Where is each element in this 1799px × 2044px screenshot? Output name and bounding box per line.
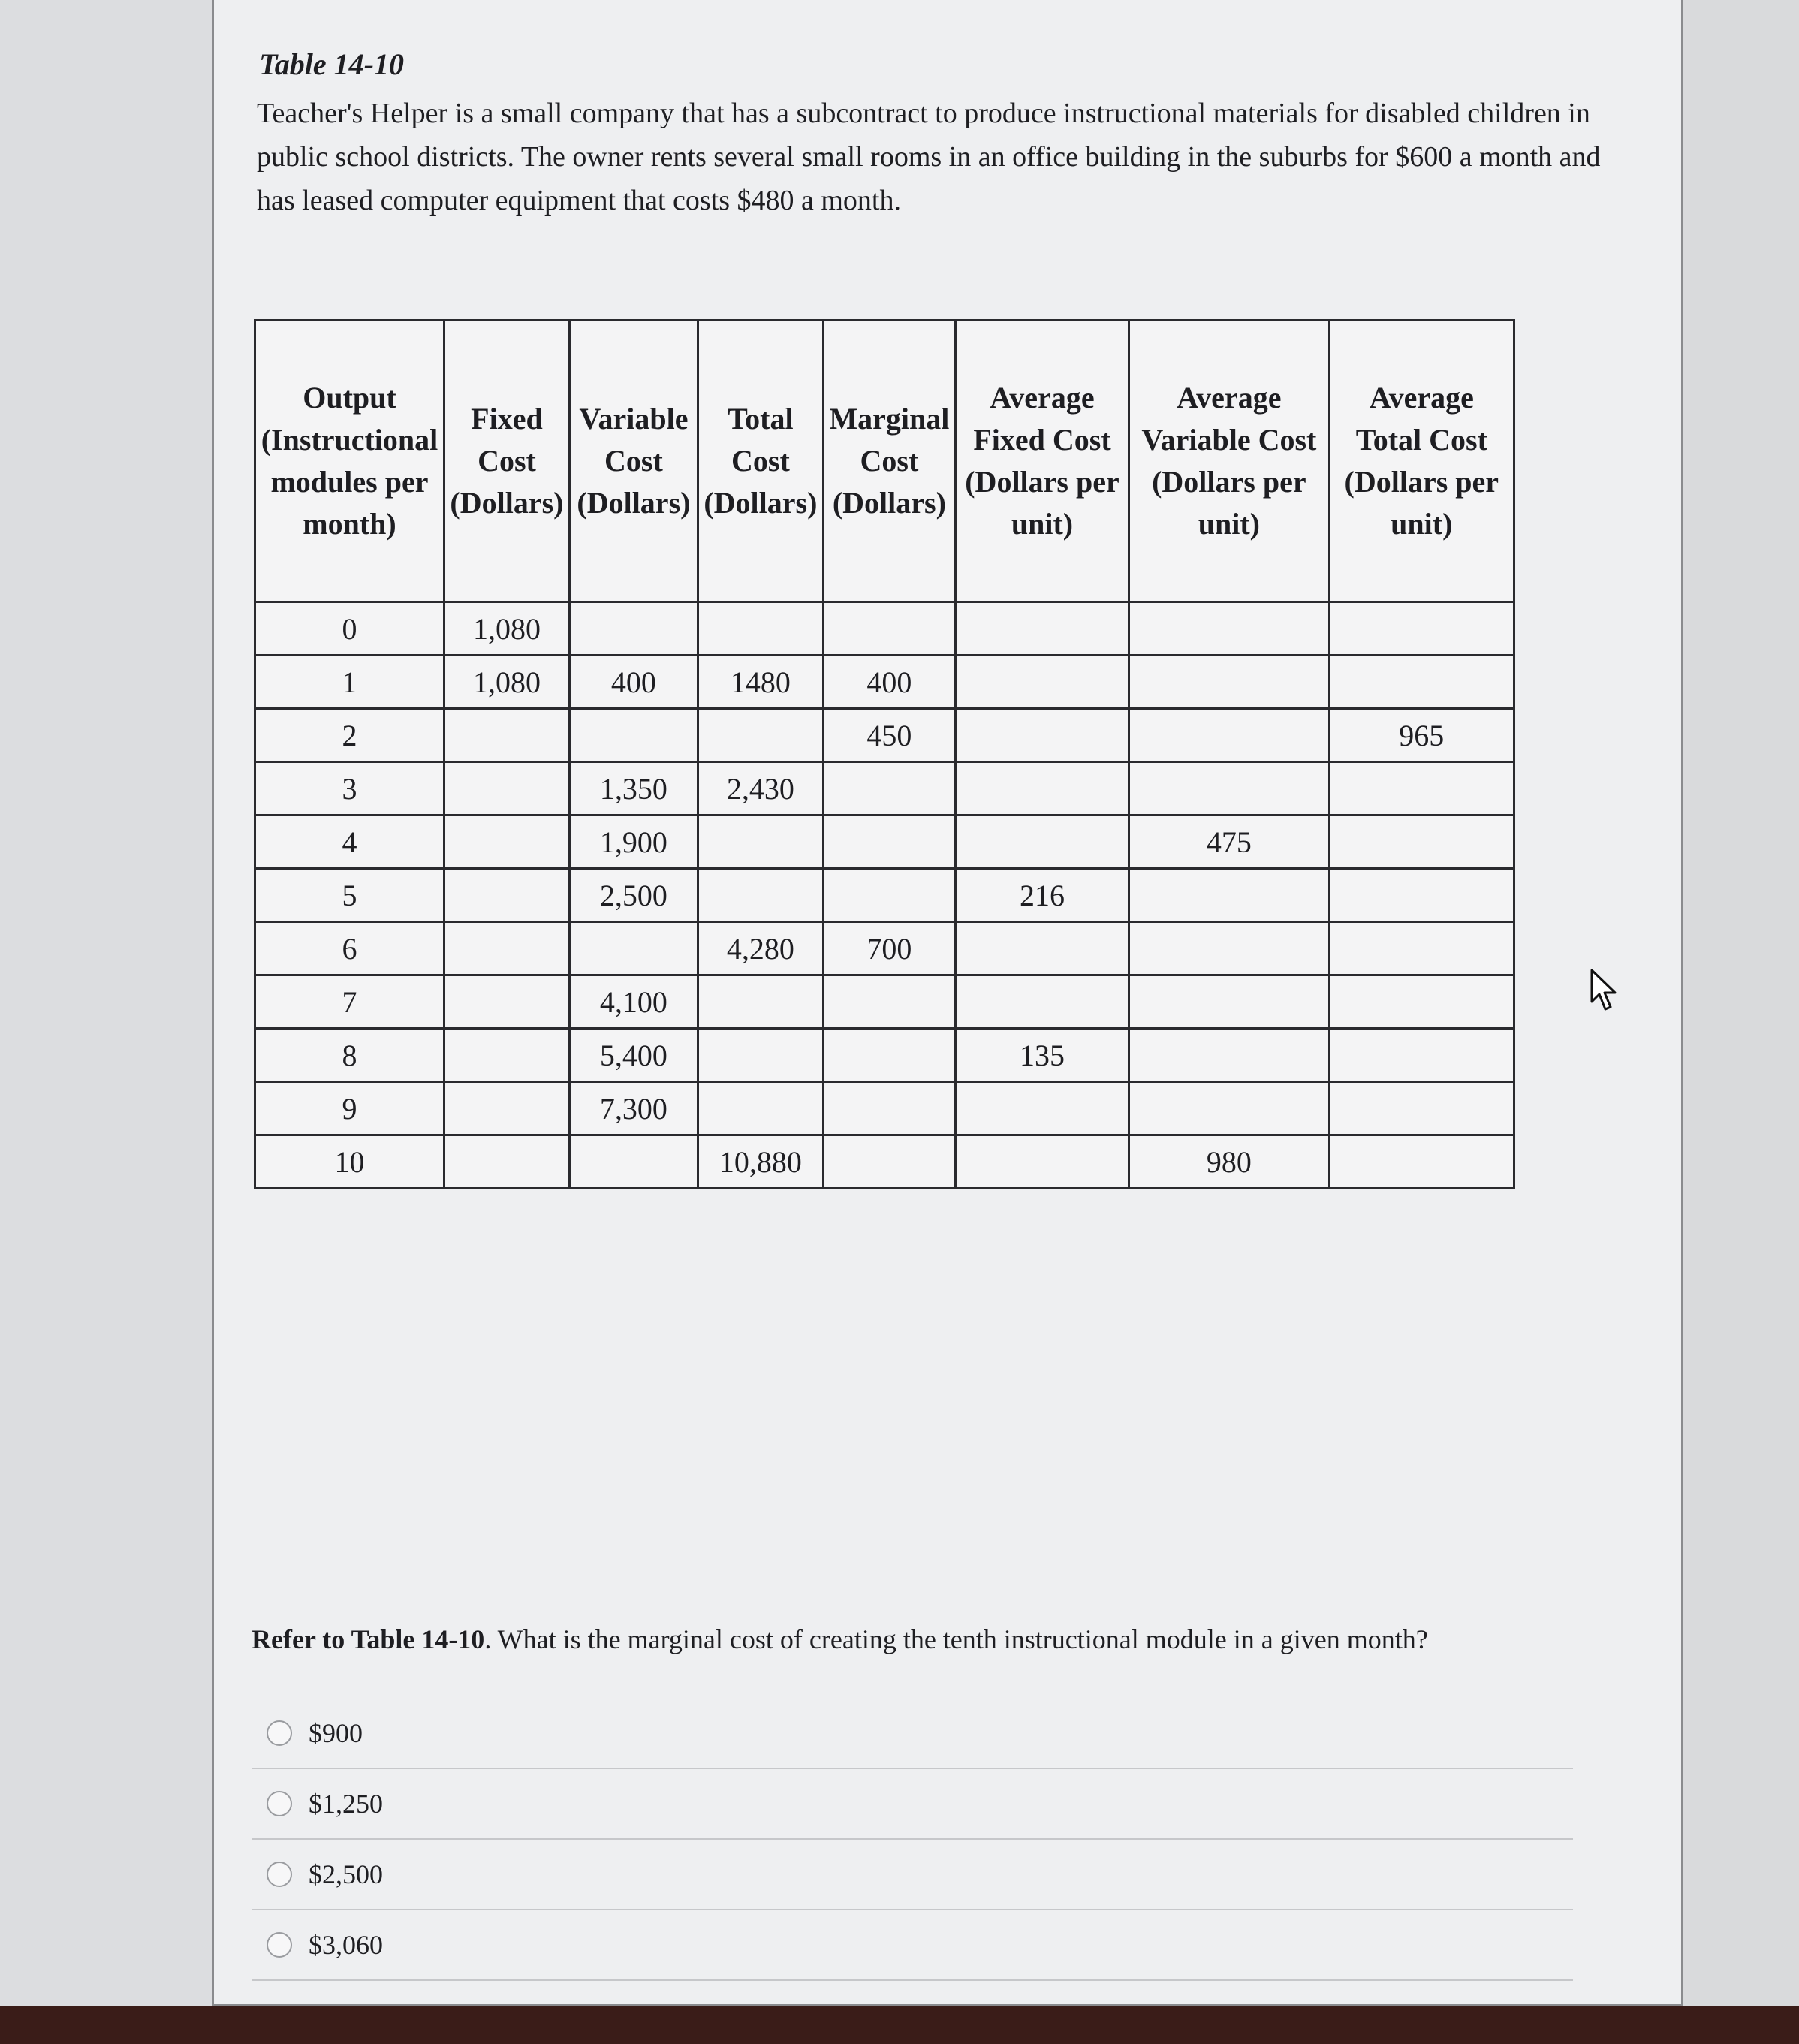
cell: [444, 709, 569, 762]
cell: [955, 975, 1129, 1029]
cell: 450: [823, 709, 955, 762]
cell: [444, 922, 569, 975]
radio-button[interactable]: [267, 1862, 292, 1887]
cell: 2: [255, 709, 444, 762]
cell: 1,080: [444, 656, 569, 709]
cell: 965: [1329, 709, 1514, 762]
answer-option[interactable]: [252, 1910, 1573, 1981]
cell: 4,100: [569, 975, 698, 1029]
cell: [1329, 762, 1514, 815]
cell: [955, 762, 1129, 815]
cell: 4,280: [698, 922, 823, 975]
cell: 980: [1129, 1135, 1329, 1189]
table-row: [255, 709, 1514, 762]
cell: 7,300: [569, 1082, 698, 1135]
cell: [698, 869, 823, 922]
table-row: [255, 762, 1514, 815]
cell: 400: [569, 656, 698, 709]
table-row: [255, 656, 1514, 709]
cell: [444, 815, 569, 869]
cell: [569, 602, 698, 656]
answer-option-label: $900: [309, 1718, 363, 1748]
header-average-fixed-cost: Average Fixed Cost (Dollars per unit): [955, 321, 1129, 602]
header-output: Output (Instructional modules per month): [255, 321, 444, 602]
cell: [698, 975, 823, 1029]
cell: [1129, 709, 1329, 762]
cell: [1329, 1135, 1514, 1189]
cell: [444, 1082, 569, 1135]
cell: [444, 762, 569, 815]
cell: 6: [255, 922, 444, 975]
cell: [955, 1135, 1129, 1189]
header-average-total-cost: Average Total Cost (Dollars per unit): [1329, 321, 1514, 602]
answer-option-label: $3,060: [309, 1930, 383, 1960]
cell: [823, 1135, 955, 1189]
header-variable-cost: Variable Cost (Dollars): [569, 321, 698, 602]
cell: [569, 922, 698, 975]
background-left: [0, 0, 212, 2006]
cell: 9: [255, 1082, 444, 1135]
cell: [698, 1029, 823, 1082]
cell: [955, 1082, 1129, 1135]
cell: [823, 815, 955, 869]
cell: 700: [823, 922, 955, 975]
cell: [444, 1135, 569, 1189]
table-title: Table 14-10: [259, 47, 404, 81]
cell: [698, 709, 823, 762]
header-fixed-cost: Fixed Cost (Dollars): [444, 321, 569, 602]
answer-option[interactable]: [252, 1769, 1573, 1840]
answer-option-label: $1,250: [309, 1789, 383, 1819]
answer-option[interactable]: [252, 1699, 1573, 1769]
cell: [1129, 762, 1329, 815]
cell: [1129, 869, 1329, 922]
table-header-row: [255, 321, 1514, 602]
cell: [698, 1082, 823, 1135]
cell: 10,880: [698, 1135, 823, 1189]
answer-option-label: $2,500: [309, 1859, 383, 1889]
cell: [955, 709, 1129, 762]
cell: [1129, 656, 1329, 709]
header-marginal-cost: Marginal Cost (Dollars): [823, 321, 955, 602]
cell: [444, 1029, 569, 1082]
cell: [955, 922, 1129, 975]
cell: 8: [255, 1029, 444, 1082]
cell: [1329, 656, 1514, 709]
cell: [1329, 1082, 1514, 1135]
cell: [1329, 815, 1514, 869]
cell: 135: [955, 1029, 1129, 1082]
cost-table: [254, 319, 1515, 1189]
cell: 1,900: [569, 815, 698, 869]
cell: [823, 1082, 955, 1135]
cell: [698, 815, 823, 869]
table-row: [255, 1029, 1514, 1082]
cell: [1329, 602, 1514, 656]
cell: [1329, 922, 1514, 975]
cell: [698, 602, 823, 656]
question-text: [252, 1623, 1663, 1655]
radio-button[interactable]: [267, 1932, 292, 1958]
cell: [823, 762, 955, 815]
cell: 1: [255, 656, 444, 709]
question-ref: Refer to Table 14-10: [252, 1624, 485, 1654]
desk-edge: [0, 2006, 1799, 2044]
cell: [444, 869, 569, 922]
cell: 4: [255, 815, 444, 869]
cell: 5,400: [569, 1029, 698, 1082]
cell: [955, 815, 1129, 869]
cell: 7: [255, 975, 444, 1029]
header-average-variable-cost: Average Variable Cost (Dollars per unit): [1129, 321, 1329, 602]
table-row: [255, 1135, 1514, 1189]
cell: [823, 1029, 955, 1082]
header-total-cost: Total Cost (Dollars): [698, 321, 823, 602]
cell: [1129, 1029, 1329, 1082]
cell: 10: [255, 1135, 444, 1189]
table-row: [255, 975, 1514, 1029]
cell: 5: [255, 869, 444, 922]
cell: 400: [823, 656, 955, 709]
table-row: [255, 815, 1514, 869]
cell: [823, 975, 955, 1029]
cell: 3: [255, 762, 444, 815]
cell: 2,430: [698, 762, 823, 815]
table-row: [255, 602, 1514, 656]
table-row: [255, 869, 1514, 922]
radio-button[interactable]: [267, 1791, 292, 1816]
cell: [444, 975, 569, 1029]
radio-button[interactable]: [267, 1720, 292, 1746]
table-row: [255, 1082, 1514, 1135]
cell: [1329, 975, 1514, 1029]
intro-paragraph: Teacher's Helper is a small company that has a subcontract to produce instructional materials for disabled children in public school districts. The owner rents several small rooms in an office building in the suburbs for $600 a month and has leased computer equipment that costs $480 a month.: [257, 98, 1601, 216]
table-row: [255, 922, 1514, 975]
cell: [1129, 1082, 1329, 1135]
mouse-cursor-icon: [1590, 969, 1620, 1014]
cell: [1329, 1029, 1514, 1082]
answer-option[interactable]: [252, 1840, 1573, 1910]
cell: [1129, 975, 1329, 1029]
cell: [955, 656, 1129, 709]
cell: [569, 709, 698, 762]
cell: [1329, 869, 1514, 922]
cell: 475: [1129, 815, 1329, 869]
cell: 1,350: [569, 762, 698, 815]
cell: 1480: [698, 656, 823, 709]
answer-options: [252, 1699, 1573, 1981]
cell: [1129, 602, 1329, 656]
cell: [1129, 922, 1329, 975]
cell: 0: [255, 602, 444, 656]
cell: [823, 869, 955, 922]
cell: 1,080: [444, 602, 569, 656]
cell: 216: [955, 869, 1129, 922]
cell: [569, 1135, 698, 1189]
cell: 2,500: [569, 869, 698, 922]
cell: [955, 602, 1129, 656]
question-body: . What is the marginal cost of creating the tenth instructional module in a given month?: [484, 1624, 1428, 1654]
cell: [823, 602, 955, 656]
